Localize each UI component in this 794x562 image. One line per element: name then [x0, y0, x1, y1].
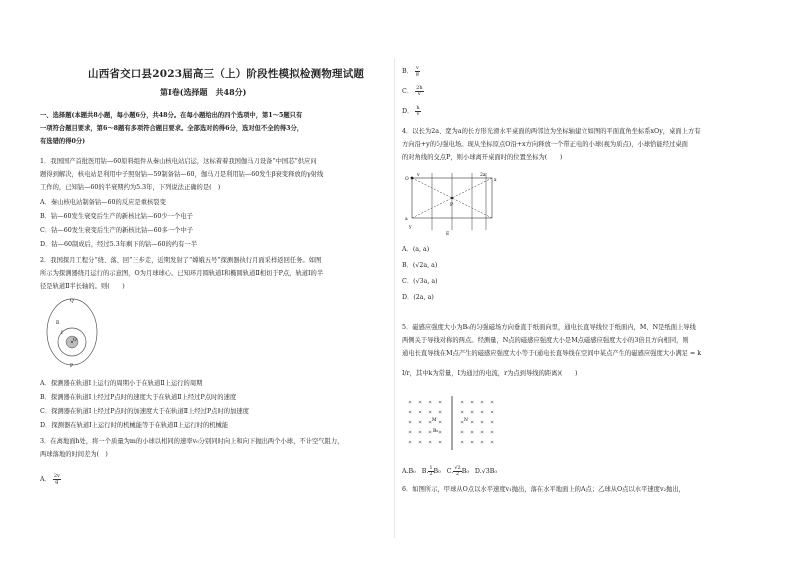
q1-option-b: B．钴—60发生衰变后生产的新核比钴—60少一个电子 — [40, 213, 193, 220]
q5-option-b: B. $\frac{1}{2}$ B₀ — [421, 465, 441, 477]
label-p: P — [450, 203, 454, 208]
label-n: N — [464, 418, 468, 423]
field-cross-3-7: × — [490, 429, 495, 436]
field-cross-4-0: × — [408, 439, 413, 446]
q6-stem-1: 6．如图所示，甲球从O点以水平速度v₁抛出，落在水平地面上的A点；乙球从O点以水平速度v₂抛出， — [402, 486, 685, 493]
field-cross-0-6: × — [480, 399, 485, 406]
q4-option-d: D．(2a, a) — [402, 294, 434, 301]
label-origin: O — [405, 177, 409, 182]
label-p: P — [70, 364, 74, 369]
q4-option-b: B．(√2a, a) — [402, 262, 438, 269]
q3-option-a-fraction: $\frac{2v}{g}$ — [53, 473, 60, 485]
field-cross-4-6: × — [480, 439, 485, 446]
field-cross-4-5: × — [470, 439, 475, 446]
field-cross-1-0: × — [408, 409, 413, 416]
label-b0: B₀ — [433, 429, 439, 434]
field-cross-2-4: × — [460, 419, 465, 426]
q2-stem-1: 2．我国探月工程分“绕、落、回”三步走，近期发射了“嫦娥五号”探测器执行月面采样返回任务。如图 — [40, 257, 322, 264]
field-cross-0-7: × — [490, 399, 495, 406]
field-cross-0-1: × — [418, 399, 423, 406]
label-2a: 2a — [480, 173, 486, 178]
q4-option-c: C．(√3a, a) — [402, 278, 438, 285]
q4-stem-3: 的对角线的交点P，则小球离开桌面时的位置坐标为( ) — [402, 154, 563, 161]
label-orbit-1: Ⅰ — [61, 331, 63, 336]
label-m: M — [432, 418, 437, 423]
q5-magnetic-field-diagram — [404, 394, 500, 452]
q1-stem-3: 工作的，已知钴—60的半衰期约为5.3年，下列说法正确的是( ) — [40, 184, 221, 191]
q5-stem-2: 两侧关于导线对称的两点。经测量，N点的磁感应强度大小是M点磁感应强度大小的3倍且方向相同，则 — [402, 337, 689, 344]
q2-stem-2: 所示为探测器绕月运行的示意图，O为月球球心。已知环月圆轨道Ⅰ和椭圆轨道Ⅱ相切于P点，轨道Ⅰ的半 — [40, 270, 324, 277]
q2-option-a: A．探测器在轨道Ⅰ上运行的周期小于在轨道Ⅱ上运行的周期 — [40, 380, 203, 387]
label-a: a — [405, 217, 408, 222]
field-cross-4-3: × — [438, 439, 443, 446]
q3-stem-1: 3．在离地面h处，将一个质量为m的小球以相同的速率v₀分别同时向上和向下抛出两个小球，不计空气阻力， — [40, 438, 344, 445]
instructions-line-2: 一项符合题目要求，第6～8题有多项符合题目要求。全部选对的得6分，选对但不全的得3分， — [40, 125, 304, 132]
q4-option-a: A．(a, a) — [402, 246, 430, 253]
field-cross-1-7: × — [490, 409, 495, 416]
field-cross-2-1: × — [418, 419, 423, 426]
label-orbit-2: Ⅱ — [56, 321, 60, 326]
q2-stem-3: 径是轨道Ⅱ半长轴的。则( ) — [40, 283, 125, 290]
q2-option-d: D．探测器在轨道Ⅰ上运行时的机械能等于在轨道Ⅱ上运行时的机械能 — [40, 422, 229, 429]
q3-option-c: C． $\frac{2h}{v}$ — [402, 85, 423, 97]
q5-stem-1: 5．磁感应强度大小为B₀的匀强磁场方向垂直于纸面向里，通电长直导线位于纸面内，M、N是纸面上导线 — [402, 324, 696, 331]
field-cross-3-1: × — [418, 429, 423, 436]
field-cross-1-1: × — [418, 409, 423, 416]
field-cross-2-7: × — [490, 419, 495, 426]
field-cross-1-4: × — [460, 409, 465, 416]
field-cross-3-4: × — [460, 429, 465, 436]
instructions-line-3: 有选错的得0分) — [40, 138, 86, 145]
field-cross-2-2: × — [428, 419, 433, 426]
q3-option-d-fraction: $\frac{h}{v}$ — [416, 105, 420, 117]
field-cross-2-3: × — [438, 419, 443, 426]
field-cross-2-5: × — [470, 419, 475, 426]
field-cross-2-6: × — [480, 419, 485, 426]
label-v: v — [417, 173, 420, 178]
field-cross-0-4: × — [460, 399, 465, 406]
field-cross-3-6: × — [480, 429, 485, 436]
label-q: Q — [70, 299, 74, 304]
field-cross-3-0: × — [408, 429, 413, 436]
q3-option-a: A． $\frac{2v}{g}$ — [40, 473, 60, 485]
q3-stem-2: 两球落地的时间差为( ) — [40, 451, 108, 458]
q1-option-a: A．秦山核电站制备钴—60的反应是重核裂变 — [40, 199, 166, 206]
q1-option-c: C．钴—60发生衰变后生产的新核比钴—60多一个中子 — [40, 227, 194, 234]
field-cross-0-3: × — [438, 399, 443, 406]
q1-stem-2: 题得到解决，核电站是利用中子照射钴—59制备钴—60，伽马刀是利用钴—60发生β衰变释放的γ射线 — [40, 171, 324, 178]
q5-stem-3: 通电长直导线在M点产生的磁感应强度大小等于(通电长直导线在空间中某点产生的磁感应强度大小满足 = k — [402, 350, 702, 357]
exam-title: 山西省交口县2023届高三（上）阶段性模拟检测物理试题 — [88, 68, 365, 80]
q2-option-c: C．探测器在轨道Ⅰ上经过P点时的加速度大于在轨道Ⅱ上经过P点时的加速度 — [40, 408, 249, 415]
field-cross-1-2: × — [428, 409, 433, 416]
field-cross-4-7: × — [490, 439, 495, 446]
q5-stem-4: I/r，其中k为常量，I为通过的电流，r为点到导线的距离)( ) — [402, 370, 578, 377]
q4-field-diagram — [404, 170, 500, 238]
q4-stem-2: 方向沿+y的匀强电场。现从坐标原点O沿+x方向释放一个带正电的小球(视为质点)，小球恰能经过桌面 — [402, 141, 688, 148]
field-cross-1-5: × — [470, 409, 475, 416]
field-cross-0-2: × — [428, 399, 433, 406]
field-cross-3-2: × — [428, 429, 433, 436]
q5-option-d: D.√3B₀ — [474, 468, 497, 475]
section-title: 第Ⅰ卷(选择题 共48分) — [160, 87, 247, 97]
label-x: x — [494, 178, 497, 183]
field-cross-1-6: × — [480, 409, 485, 416]
field-cross-4-4: × — [460, 439, 465, 446]
label-y: y — [409, 225, 412, 230]
q3-option-b: B． $\frac{v}{g}$ — [402, 65, 419, 77]
field-cross-0-0: × — [408, 399, 413, 406]
q5-option-a: A.B₀ — [402, 468, 416, 475]
q1-option-d: D．钴—60制成后，经过5.3年剩下的钴—60的约有一半 — [40, 241, 198, 248]
field-cross-3-5: × — [470, 429, 475, 436]
field-cross-2-0: × — [408, 419, 413, 426]
instructions-line-1: 一、选择题(本题共8小题，每小题6分，共48分。在每小题给出的四个选项中，第1～5题只有 — [40, 112, 303, 119]
field-cross-4-1: × — [418, 439, 423, 446]
q1-stem-1: 1．我国国产首批医用钴—60原料组件从秦山核电站启运，这标着着我国伽马刀设备“中国芯”供应问 — [40, 158, 317, 165]
label-e: E — [446, 232, 450, 237]
q3-option-c-fraction: $\frac{2h}{v}$ — [416, 85, 423, 97]
q4-stem-1: 4．以长为2a、宽为a的长方形光滑水平桌面的两邻边为坐标轴建立如图的平面直角坐标系xOy，桌面上方有 — [402, 128, 701, 135]
q3-option-b-fraction: $\frac{v}{g}$ — [415, 65, 419, 77]
field-cross-1-3: × — [438, 409, 443, 416]
label-center: O — [73, 338, 77, 343]
point-p-dot — [451, 197, 453, 199]
q2-option-b: B．探测器在轨道Ⅰ上经过P点时的速度大于在轨道Ⅱ上经过P点时的速度 — [40, 394, 237, 401]
origin-dot — [411, 177, 414, 180]
q3-option-d: D． $\frac{h}{v}$ — [402, 105, 420, 117]
field-cross-3-3: × — [438, 429, 443, 436]
q5-option-c: C. $\frac{√2}{2}$ B₀ — [446, 465, 469, 477]
q2-orbit-diagram — [44, 296, 100, 370]
orbit-2-ellipse — [47, 299, 97, 365]
field-cross-0-5: × — [470, 399, 475, 406]
field-cross-4-2: × — [428, 439, 433, 446]
q5-options — [402, 466, 497, 477]
column-divider — [394, 58, 395, 538]
